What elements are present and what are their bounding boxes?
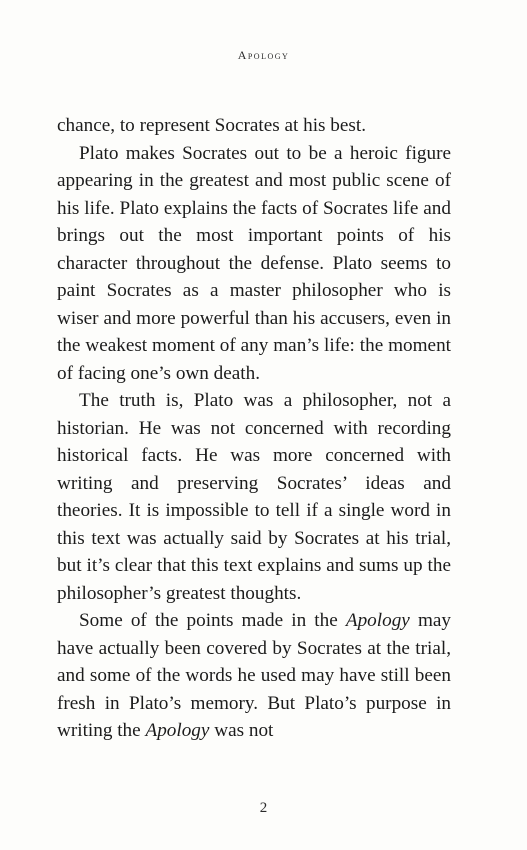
book-title-italic: Apology — [345, 610, 410, 631]
body-text — [57, 112, 451, 745]
paragraph: The truth is, Plato was a philosopher, not a historian. He was not concerned with recording historical facts. He was more concerned with writing and preserving Socrates’ ideas and theories. It is impossible to tell if a single word in this text was actually said by Socrates at his trial, but it’s clear that this text explains and sums up the philosopher’s greatest thoughts. — [57, 390, 451, 604]
paragraph-continued: chance, to represent Socrates at his best. — [57, 115, 367, 136]
paragraph — [57, 607, 451, 745]
page-number: 2 — [259, 800, 268, 816]
book-title-italic: Apology — [145, 720, 210, 741]
text-run: was not — [209, 720, 274, 741]
paragraph: Plato makes Socrates out to be a heroic figure appearing in the greatest and most public scene of his life. Plato explains the facts of Socrates life and brings out the most important points of his character throughout the defense. Plato seems to paint Socrates as a master philosopher who is wiser and more powerful than his accusers, even in the weakest moment of any man’s life: the moment of facing one’s own death. — [57, 142, 451, 384]
text-run: may have actually been covered by Socrates at the trial, and some of the words he used may have still been fresh in Plato’s memory. But Plato’s purpose in writing the — [57, 610, 451, 741]
running-header: Apology — [237, 48, 290, 62]
text-run: Some of the points made in the — [79, 610, 346, 631]
